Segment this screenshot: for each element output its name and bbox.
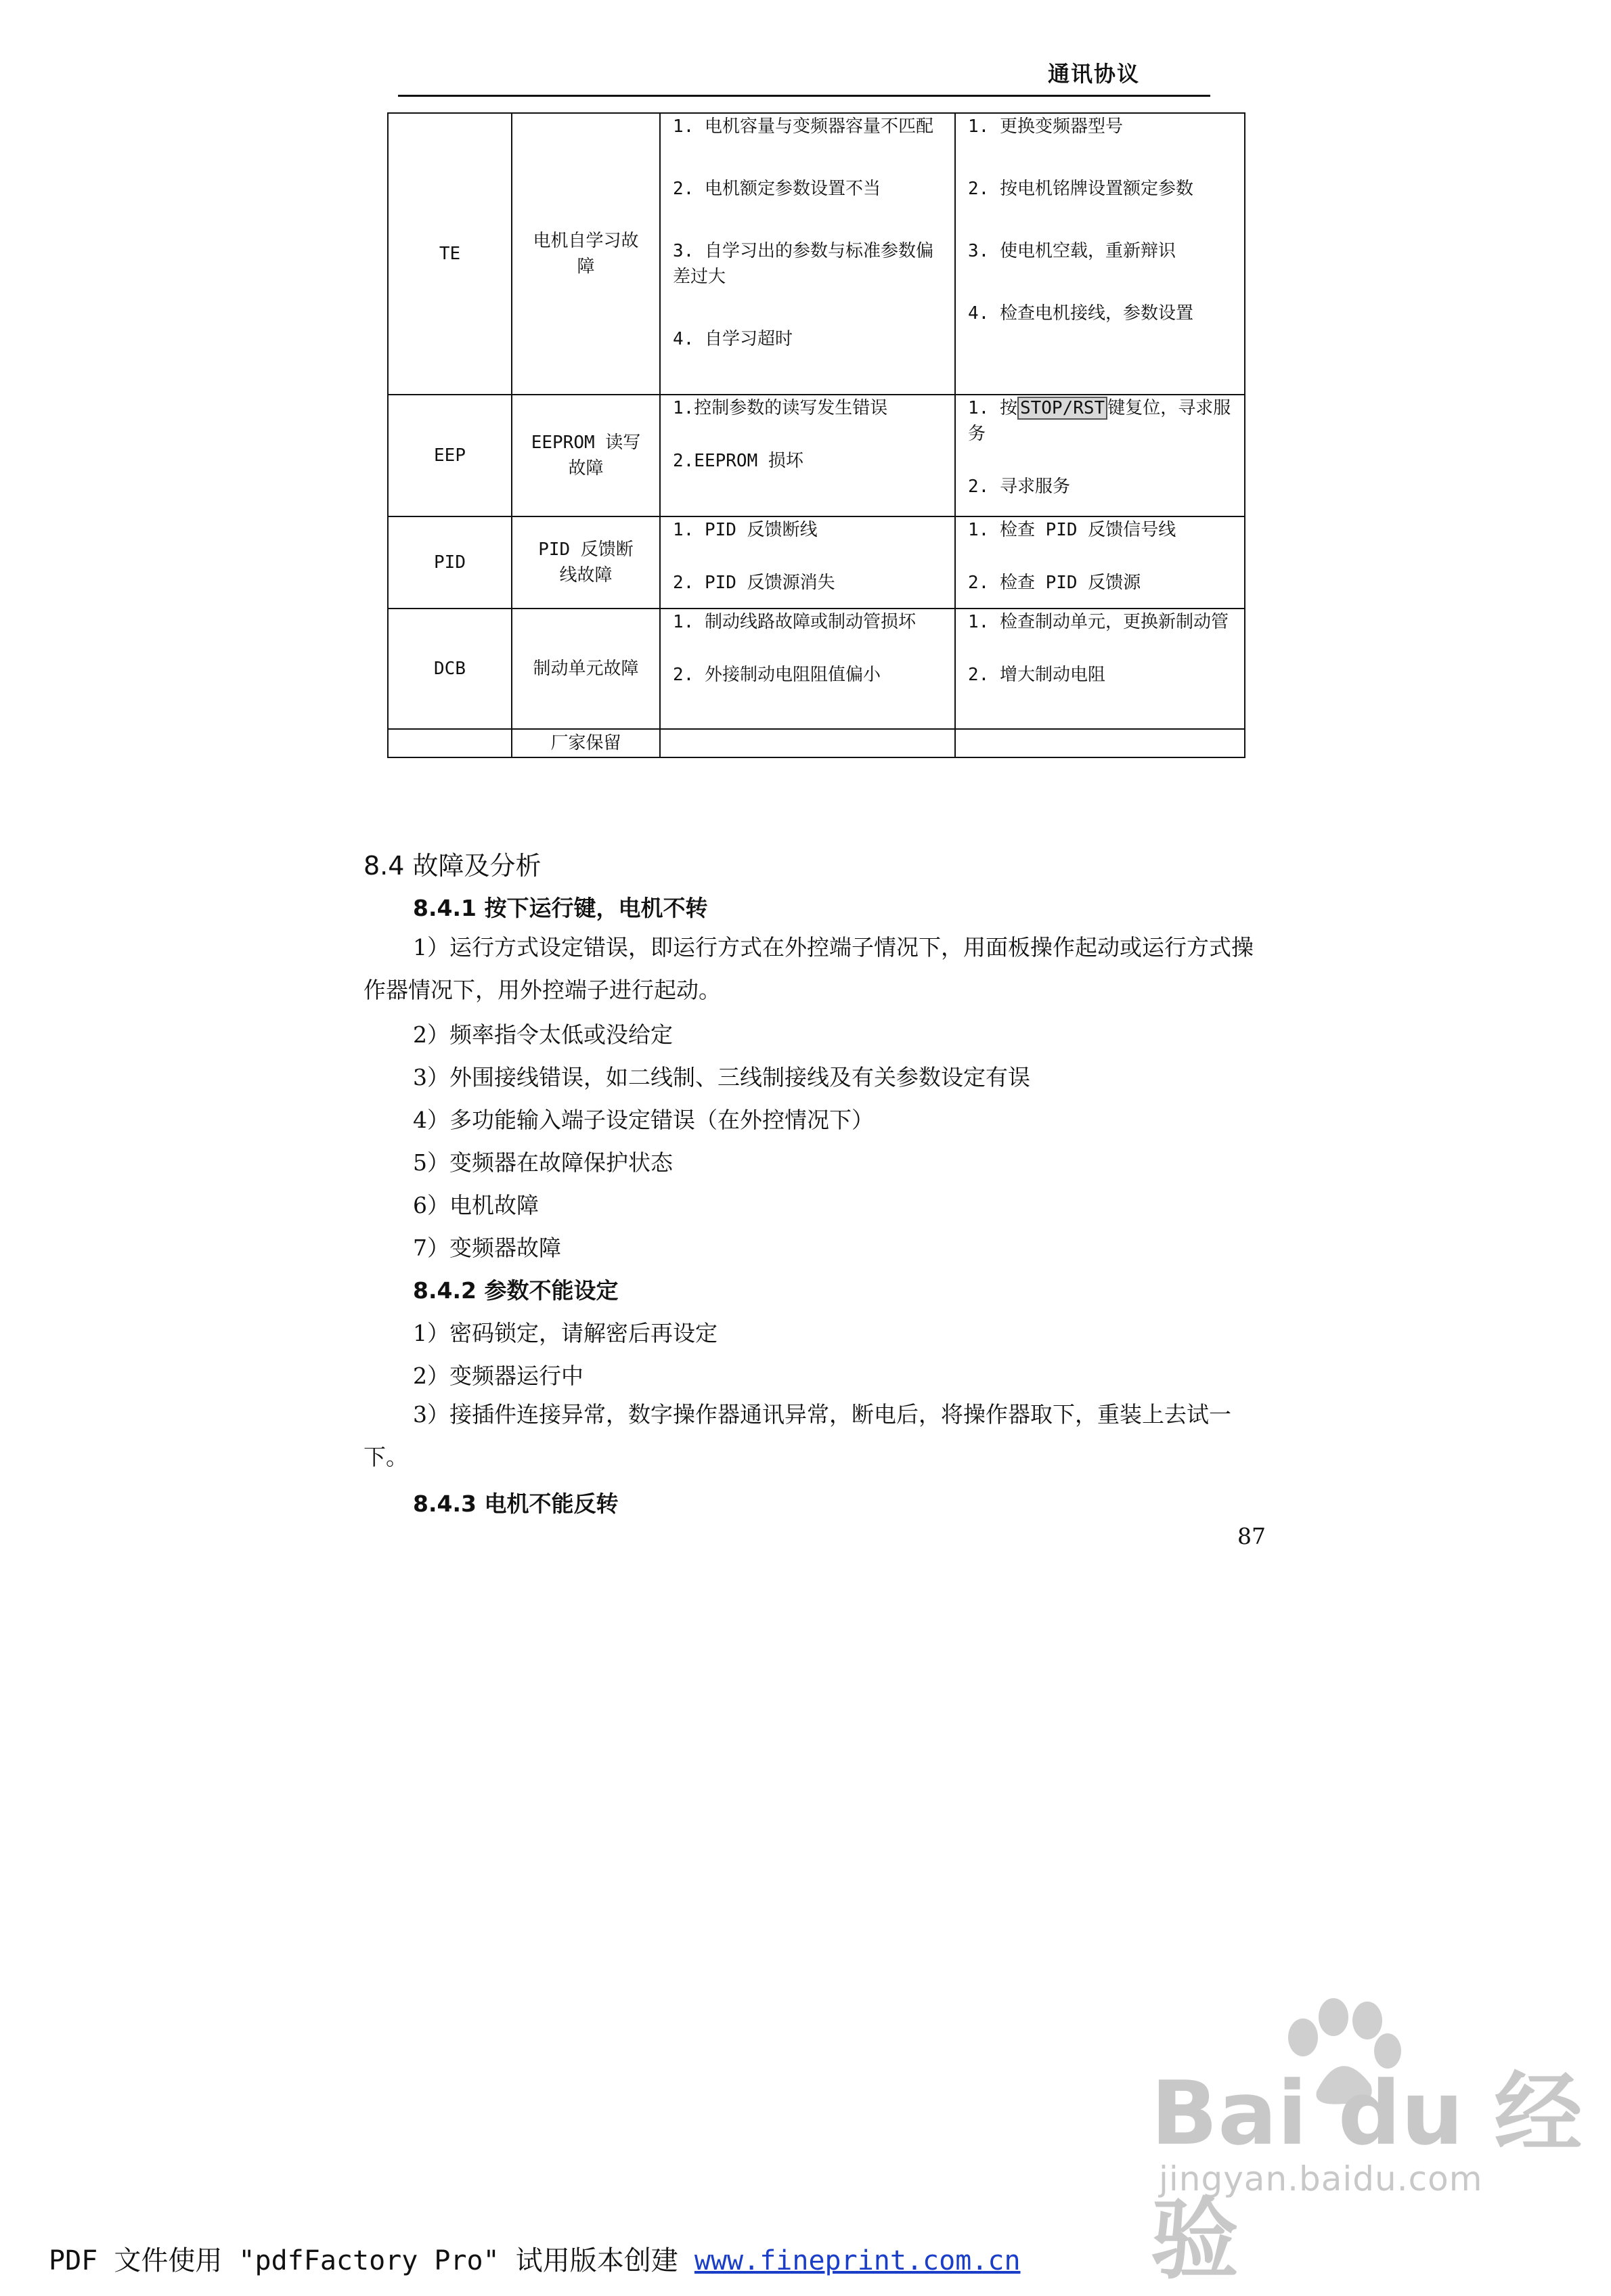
- table-row-reserved: [388, 729, 1245, 757]
- fault-solutions: [955, 516, 1245, 609]
- solution-item: 1. 按 STOP/RST 键复位，寻求服务: [968, 398, 1231, 444]
- subsection-heading-8-4-2: 8.4.2 参数不能设定: [413, 1277, 619, 1304]
- watermark-url: jingyan.baidu.com: [1159, 2159, 1483, 2199]
- paragraph: [363, 926, 1264, 1011]
- list-item: 3）外围接线错误，如二线制、三线制接线及有关参数设定有误: [413, 1064, 1030, 1090]
- fault-causes: [660, 516, 955, 609]
- solution-item: 2. 检查 PID 反馈源: [968, 573, 1141, 593]
- footer-link[interactable]: www.fineprint.com.cn: [694, 2245, 1021, 2276]
- list-item: 2）频率指令太低或没给定: [413, 1021, 673, 1048]
- list-item: 3）接插件连接异常，数字操作器通讯异常，断电后，将操作器取下，重装上去试一下。: [363, 1401, 1231, 1470]
- fault-code: TE: [388, 113, 512, 395]
- footer-text: PDF 文件使用 "pdfFactory Pro" 试用版本创建: [49, 2245, 694, 2276]
- table-row-pid: [388, 516, 1245, 609]
- subsection-heading-8-4-3: 8.4.3 电机不能反转: [413, 1491, 619, 1517]
- fault-solutions: [955, 113, 1245, 395]
- cause-item: 3. 自学习出的参数与标准参数偏差过大: [673, 241, 933, 287]
- solution-item: 1. 检查 PID 反馈信号线: [968, 520, 1176, 540]
- cause-item: 2. PID 反馈源消失: [673, 573, 835, 593]
- fault-name: EEPROM 读写故障: [512, 395, 660, 516]
- cause-item: 1.控制参数的读写发生错误: [673, 398, 888, 418]
- solution-item: 2. 按电机铭牌设置额定参数: [968, 179, 1193, 199]
- list-item: 6）电机故障: [413, 1192, 539, 1218]
- fault-causes: [660, 609, 955, 729]
- cause-item: 2.EEPROM 损坏: [673, 451, 803, 471]
- solution-item: 1. 检查制动单元，更换新制动管: [968, 612, 1229, 632]
- cause-item: 1. 电机容量与变频器容量不匹配: [673, 116, 933, 137]
- watermark-logo: Bai du 经验: [1151, 2062, 1583, 2291]
- table-row-dcb: [388, 609, 1245, 729]
- fault-name: 厂家保留: [512, 729, 660, 757]
- fault-causes: [660, 395, 955, 516]
- solution-item: 2. 寻求服务: [968, 477, 1070, 497]
- fault-table: [387, 112, 1245, 758]
- cause-item: 4. 自学习超时: [673, 329, 793, 349]
- fault-solutions: [955, 609, 1245, 729]
- fault-code: PID: [388, 516, 512, 609]
- stop-rst-key: STOP/RST: [1017, 397, 1107, 420]
- cause-item: 1. 制动线路故障或制动管损坏: [673, 612, 916, 632]
- subsection-heading-8-4-1: 8.4.1 按下运行键，电机不转: [413, 895, 708, 921]
- fault-solutions: [955, 395, 1245, 516]
- cause-item: 2. 电机额定参数设置不当: [673, 179, 881, 199]
- page-number: 87: [1237, 1523, 1266, 1549]
- fault-code: [388, 729, 512, 757]
- fault-name: 电机自学习故障: [512, 113, 660, 395]
- header-rule: [398, 95, 1210, 97]
- fault-code: DCB: [388, 609, 512, 729]
- list-item: 5）变频器在故障保护状态: [413, 1149, 673, 1176]
- section-heading: 8.4 故障及分析: [363, 851, 542, 881]
- fault-code: EEP: [388, 395, 512, 516]
- fault-name: PID 反馈断线故障: [512, 516, 660, 609]
- fault-name: 制动单元故障: [512, 609, 660, 729]
- cause-item: 2. 外接制动电阻阻值偏小: [673, 665, 881, 685]
- list-item: 1）密码锁定，请解密后再设定: [413, 1320, 718, 1346]
- list-item: 4）多功能输入端子设定错误（在外控情况下）: [413, 1107, 874, 1133]
- table-row-eep: [388, 395, 1245, 516]
- solution-item: 4. 检查电机接线，参数设置: [968, 303, 1193, 324]
- fault-causes: [660, 113, 955, 395]
- list-item: 1）运行方式设定错误，即运行方式在外控端子情况下，用面板操作起动或运行方式操作器情况下，用外控端子进行起动。: [363, 934, 1254, 1003]
- cause-item: 1. PID 反馈断线: [673, 520, 818, 540]
- solution-item: 2. 增大制动电阻: [968, 665, 1105, 685]
- solution-item: 1. 更换变频器型号: [968, 116, 1123, 137]
- solution-item: 3. 使电机空载，重新辩识: [968, 241, 1176, 261]
- paragraph: [363, 1393, 1264, 1478]
- list-item: 7）变频器故障: [413, 1235, 561, 1261]
- running-header-title: 通讯协议: [1048, 61, 1141, 87]
- list-item: 2）变频器运行中: [413, 1363, 583, 1389]
- table-row-te: [388, 113, 1245, 395]
- pdf-footer: [49, 2239, 1021, 2278]
